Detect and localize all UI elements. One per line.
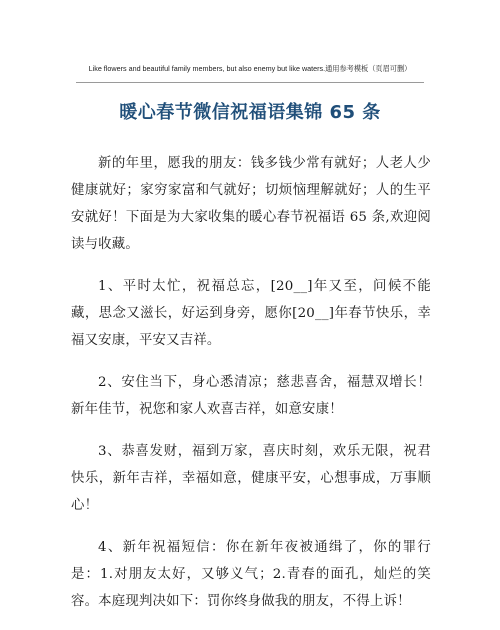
intro-paragraph: 新的年里，愿我的朋友：钱多钱少常有就好；人老人少健康就好；家穷家富和气就好；切烦恼理解就好；人的生平安就好！下面是为大家收集的暖心春节祝福语 65 条,欢迎阅读与收藏。 xyxy=(71,156,431,252)
blessing-paragraph-1: 1、平时太忙，祝福总忘，[20__]年又至，问候不能藏，思念又滋长，好运到身旁，愿你[20__]年春节快乐，幸福又安康，平安又吉祥。 xyxy=(71,279,431,348)
document-body xyxy=(71,150,431,630)
header-divider xyxy=(76,82,424,83)
blessing-paragraph-4: 4、新年祝福短信：你在新年夜被通缉了，你的罪行是：1.对朋友太好，又够义气；2.青春的面孔，灿烂的笑容。本庭现判决如下：罚你终身做我的朋友，不得上诉！ xyxy=(71,540,431,609)
blessing-paragraph-3: 3、恭喜发财，福到万家，喜庆时刻，欢乐无限，祝君快乐，新年吉祥，幸福如意，健康平安，心想事成，万事顺心！ xyxy=(71,444,431,513)
blessing-paragraph-2: 2、安住当下，身心悉清凉；慈悲喜舍，福慧双增长！新年佳节，祝您和家人欢喜吉祥，如意安康！ xyxy=(71,375,431,417)
page-header-note: Like flowers and beautiful family members, but also enemy but like waters.通用参考模板（页眉可删） xyxy=(88,64,412,73)
document-title: 暖心春节微信祝福语集锦 65 条 xyxy=(119,102,381,123)
